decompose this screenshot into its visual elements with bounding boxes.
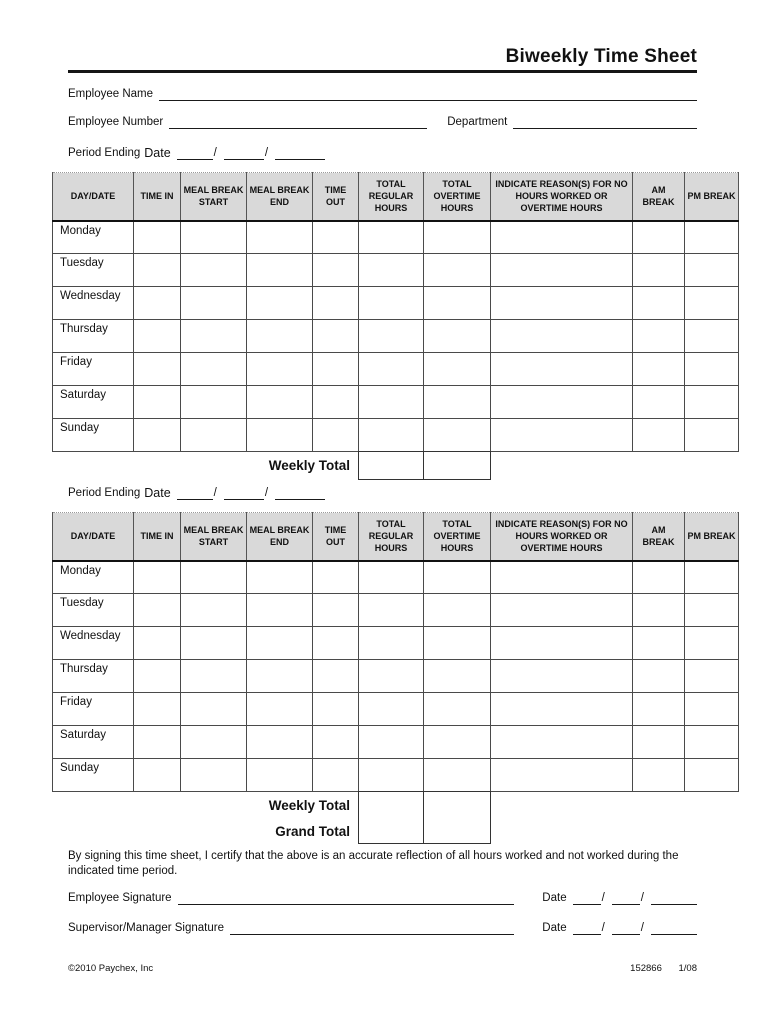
entry-cell[interactable] xyxy=(134,726,181,759)
entry-cell[interactable] xyxy=(685,594,739,627)
column-header-am-break: AM BREAK xyxy=(633,173,685,221)
certification-line-1: By signing this time sheet, I certify that the above is an accurate reflection of all hours worked and not worked during the xyxy=(68,850,679,862)
entry-cell[interactable] xyxy=(359,353,424,386)
date-label: Date xyxy=(542,892,567,904)
entry-cell[interactable] xyxy=(685,627,739,660)
entry-cell[interactable] xyxy=(134,561,181,594)
entry-cell[interactable] xyxy=(633,726,685,759)
entry-cell[interactable] xyxy=(134,320,181,353)
entry-cell[interactable] xyxy=(247,660,313,693)
entry-cell[interactable] xyxy=(247,693,313,726)
employee-signature-label: Employee Signature xyxy=(68,892,172,904)
copyright-text: ©2010 Paychex, Inc xyxy=(68,963,154,974)
entry-cell[interactable] xyxy=(633,759,685,792)
entry-cell[interactable] xyxy=(313,419,359,452)
entry-cell[interactable] xyxy=(359,419,424,452)
entry-cell[interactable] xyxy=(247,627,313,660)
entry-cell[interactable] xyxy=(313,693,359,726)
entry-cell[interactable] xyxy=(181,759,247,792)
entry-cell[interactable] xyxy=(685,386,739,419)
entry-cell[interactable] xyxy=(181,386,247,419)
entry-cell[interactable] xyxy=(181,726,247,759)
period-date-word: Date xyxy=(144,146,171,160)
page-title: Biweekly Time Sheet xyxy=(505,46,697,67)
day-label-cell: Tuesday xyxy=(53,594,134,627)
entry-cell[interactable] xyxy=(685,419,739,452)
column-header-time-in: TIME IN xyxy=(134,173,181,221)
day-label-cell: Saturday xyxy=(53,726,134,759)
entry-cell[interactable] xyxy=(491,287,633,320)
entry-cell[interactable] xyxy=(313,287,359,320)
day-label-cell: Friday xyxy=(53,693,134,726)
entry-cell[interactable] xyxy=(247,386,313,419)
entry-cell[interactable] xyxy=(685,693,739,726)
employee-number-row xyxy=(68,115,697,129)
column-header-reasons: INDICATE REASON(S) FOR NO HOURS WORKED OR OVERTIME HOURS xyxy=(491,513,633,561)
entry-cell[interactable] xyxy=(359,660,424,693)
entry-cell[interactable] xyxy=(134,594,181,627)
entry-cell[interactable] xyxy=(633,386,685,419)
column-header-pm-break: PM BREAK xyxy=(685,513,739,561)
entry-cell[interactable] xyxy=(424,419,491,452)
column-header-meal-break-start: MEAL BREAK START xyxy=(181,173,247,221)
column-header-meal-break-end: MEAL BREAK END xyxy=(247,513,313,561)
entry-cell[interactable] xyxy=(181,320,247,353)
date-slash: / xyxy=(213,147,217,159)
column-header-total-overtime-hours: TOTAL OVERTIME HOURS xyxy=(424,173,491,221)
table-row-monday xyxy=(53,561,739,594)
entry-cell[interactable] xyxy=(181,594,247,627)
day-label-cell: Monday xyxy=(53,561,134,594)
entry-cell[interactable] xyxy=(247,287,313,320)
period-month-line[interactable] xyxy=(177,486,213,500)
day-label-cell: Thursday xyxy=(53,660,134,693)
period-month-line[interactable] xyxy=(177,146,213,160)
day-label-cell: Tuesday xyxy=(53,254,134,287)
table-row-thursday xyxy=(53,660,739,693)
entry-cell[interactable] xyxy=(424,594,491,627)
entry-cell[interactable] xyxy=(491,594,633,627)
table-row-thursday xyxy=(53,320,739,353)
entry-cell[interactable] xyxy=(685,254,739,287)
supervisor-signature-date-group xyxy=(542,921,697,935)
period-day-line[interactable] xyxy=(224,486,264,500)
day-label-cell: Wednesday xyxy=(53,627,134,660)
entry-cell[interactable] xyxy=(313,594,359,627)
entry-cell[interactable] xyxy=(633,660,685,693)
entry-cell[interactable] xyxy=(181,561,247,594)
employee-number-label: Employee Number xyxy=(68,116,164,128)
entry-cell[interactable] xyxy=(424,660,491,693)
entry-cell[interactable] xyxy=(313,386,359,419)
entry-cell[interactable] xyxy=(359,594,424,627)
entry-cell[interactable] xyxy=(247,759,313,792)
entry-cell[interactable] xyxy=(633,221,685,254)
entry-cell[interactable] xyxy=(181,627,247,660)
day-label-cell: Saturday xyxy=(53,386,134,419)
entry-cell[interactable] xyxy=(247,726,313,759)
entry-cell[interactable] xyxy=(424,726,491,759)
column-header-total-overtime-hours: TOTAL OVERTIME HOURS xyxy=(424,513,491,561)
entry-cell[interactable] xyxy=(491,726,633,759)
date-slash: / xyxy=(640,922,644,934)
date-day-line[interactable] xyxy=(612,921,640,935)
entry-cell[interactable] xyxy=(134,693,181,726)
entry-cell[interactable] xyxy=(685,660,739,693)
date-slash: / xyxy=(264,147,269,159)
grand-total-overtime-cell[interactable] xyxy=(424,819,491,844)
date-slash: / xyxy=(264,487,269,499)
entry-cell[interactable] xyxy=(633,287,685,320)
entry-cell[interactable] xyxy=(313,254,359,287)
entry-cell[interactable] xyxy=(247,419,313,452)
period-ending-label: Period Ending xyxy=(68,147,141,159)
grand-total-row xyxy=(52,819,491,844)
entry-cell[interactable] xyxy=(359,287,424,320)
entry-cell[interactable] xyxy=(247,353,313,386)
department-label: Department xyxy=(447,116,508,128)
employee-name-label: Employee Name xyxy=(68,88,154,100)
date-slash: / xyxy=(601,892,605,904)
entry-cell[interactable] xyxy=(313,320,359,353)
department-line[interactable] xyxy=(513,115,697,129)
date-year-line[interactable] xyxy=(651,921,697,935)
date-month-line[interactable] xyxy=(573,891,601,905)
table-row-tuesday xyxy=(53,594,739,627)
period-ending-label: Period Ending xyxy=(68,487,141,499)
entry-cell[interactable] xyxy=(313,627,359,660)
date-slash: / xyxy=(601,922,605,934)
employee-number-line[interactable] xyxy=(169,115,427,129)
entry-cell[interactable] xyxy=(424,386,491,419)
entry-cell[interactable] xyxy=(181,287,247,320)
table-row-saturday xyxy=(53,726,739,759)
entry-cell[interactable] xyxy=(633,353,685,386)
entry-cell[interactable] xyxy=(685,353,739,386)
entry-cell[interactable] xyxy=(359,693,424,726)
entry-cell[interactable] xyxy=(491,759,633,792)
entry-cell[interactable] xyxy=(247,320,313,353)
entry-cell[interactable] xyxy=(359,386,424,419)
entry-cell[interactable] xyxy=(181,693,247,726)
period-year-line[interactable] xyxy=(275,146,325,160)
weekly-total-row-week2 xyxy=(52,791,491,820)
form-number-group xyxy=(616,963,697,974)
title-rule xyxy=(68,70,697,73)
supervisor-signature-line[interactable] xyxy=(230,921,514,935)
date-day-line[interactable] xyxy=(612,891,640,905)
entry-cell[interactable] xyxy=(424,221,491,254)
date-slash: / xyxy=(640,892,644,904)
entry-cell[interactable] xyxy=(633,254,685,287)
weekly-total-regular-cell[interactable] xyxy=(358,451,424,480)
weekly-total-label: Weekly Total xyxy=(268,798,350,813)
day-label-cell: Friday xyxy=(53,353,134,386)
entry-cell[interactable] xyxy=(313,660,359,693)
entry-cell[interactable] xyxy=(313,726,359,759)
entry-cell[interactable] xyxy=(685,561,739,594)
column-header-time-in: TIME IN xyxy=(134,513,181,561)
grand-total-regular-cell[interactable] xyxy=(358,819,424,844)
entry-cell[interactable] xyxy=(491,221,633,254)
date-slash: / xyxy=(213,487,217,499)
column-header-am-break: AM BREAK xyxy=(633,513,685,561)
entry-cell[interactable] xyxy=(134,660,181,693)
entry-cell[interactable] xyxy=(134,759,181,792)
table-row-wednesday xyxy=(53,287,739,320)
form-revision: 1/08 xyxy=(678,963,697,974)
entry-cell[interactable] xyxy=(359,320,424,353)
entry-cell[interactable] xyxy=(313,353,359,386)
entry-cell[interactable] xyxy=(633,419,685,452)
date-label: Date xyxy=(542,922,567,934)
entry-cell[interactable] xyxy=(491,353,633,386)
period-day-line[interactable] xyxy=(224,146,264,160)
entry-cell[interactable] xyxy=(359,627,424,660)
entry-cell[interactable] xyxy=(685,221,739,254)
column-header-meal-break-start: MEAL BREAK START xyxy=(181,513,247,561)
entry-cell[interactable] xyxy=(134,287,181,320)
weekly-total-overtime-cell[interactable] xyxy=(424,451,491,480)
weekly-total-overtime-cell[interactable] xyxy=(424,791,491,820)
header-row xyxy=(53,513,739,561)
entry-cell[interactable] xyxy=(247,254,313,287)
entry-cell[interactable] xyxy=(134,254,181,287)
entry-cell[interactable] xyxy=(685,759,739,792)
column-header-reasons: INDICATE REASON(S) FOR NO HOURS WORKED OR OVERTIME HOURS xyxy=(491,173,633,221)
entry-cell[interactable] xyxy=(359,726,424,759)
entry-cell[interactable] xyxy=(633,693,685,726)
entry-cell[interactable] xyxy=(313,561,359,594)
entry-cell[interactable] xyxy=(359,561,424,594)
entry-cell[interactable] xyxy=(181,221,247,254)
entry-cell[interactable] xyxy=(134,353,181,386)
entry-cell[interactable] xyxy=(633,320,685,353)
entry-cell[interactable] xyxy=(685,726,739,759)
entry-cell[interactable] xyxy=(424,627,491,660)
entry-cell[interactable] xyxy=(424,759,491,792)
entry-cell[interactable] xyxy=(181,419,247,452)
table-row-tuesday xyxy=(53,254,739,287)
column-header-day-date: DAY/DATE xyxy=(53,513,134,561)
page-footer xyxy=(68,963,697,974)
column-header-total-regular-hours: TOTAL REGULAR HOURS xyxy=(359,513,424,561)
period-date-word: Date xyxy=(144,486,171,500)
date-month-line[interactable] xyxy=(573,921,601,935)
entry-cell[interactable] xyxy=(685,287,739,320)
entry-cell[interactable] xyxy=(181,353,247,386)
grand-total-label: Grand Total xyxy=(275,824,350,839)
entry-cell[interactable] xyxy=(424,254,491,287)
weekly-total-label: Weekly Total xyxy=(268,458,350,473)
entry-cell[interactable] xyxy=(424,353,491,386)
employee-name-row xyxy=(68,87,697,101)
day-label-cell: Thursday xyxy=(53,320,134,353)
certification-line-2: indicated time period. xyxy=(68,865,178,878)
column-header-time-out: TIME OUT xyxy=(313,173,359,221)
entry-cell[interactable] xyxy=(247,594,313,627)
entry-cell[interactable] xyxy=(181,660,247,693)
certification-text xyxy=(68,849,744,879)
entry-cell[interactable] xyxy=(424,693,491,726)
entry-cell[interactable] xyxy=(633,627,685,660)
column-header-day-date: DAY/DATE xyxy=(53,173,134,221)
entry-cell[interactable] xyxy=(491,693,633,726)
employee-signature-line[interactable] xyxy=(178,891,515,905)
table-row-wednesday xyxy=(53,627,739,660)
employee-signature-row xyxy=(68,891,697,905)
entry-cell[interactable] xyxy=(247,221,313,254)
entry-cell[interactable] xyxy=(491,254,633,287)
employee-name-line[interactable] xyxy=(159,87,697,101)
form-number: 152866 xyxy=(630,963,662,974)
day-label-cell: Wednesday xyxy=(53,287,134,320)
entry-cell[interactable] xyxy=(359,221,424,254)
day-label-cell: Monday xyxy=(53,221,134,254)
weekly-total-row-week1 xyxy=(52,451,491,480)
entry-cell[interactable] xyxy=(491,320,633,353)
period-year-line[interactable] xyxy=(275,486,325,500)
column-header-pm-break: PM BREAK xyxy=(685,173,739,221)
entry-cell[interactable] xyxy=(134,386,181,419)
entry-cell[interactable] xyxy=(247,561,313,594)
entry-cell[interactable] xyxy=(424,287,491,320)
entry-cell[interactable] xyxy=(633,561,685,594)
column-header-meal-break-end: MEAL BREAK END xyxy=(247,173,313,221)
supervisor-signature-label: Supervisor/Manager Signature xyxy=(68,922,224,934)
day-label-cell: Sunday xyxy=(53,759,134,792)
entry-cell[interactable] xyxy=(134,627,181,660)
period-ending-row-week1 xyxy=(68,146,697,160)
table-row-sunday xyxy=(53,759,739,792)
entry-cell[interactable] xyxy=(424,561,491,594)
entry-cell[interactable] xyxy=(424,320,491,353)
entry-cell[interactable] xyxy=(359,254,424,287)
entry-cell[interactable] xyxy=(134,221,181,254)
entry-cell[interactable] xyxy=(359,759,424,792)
day-label-cell: Sunday xyxy=(53,419,134,452)
table-row-saturday xyxy=(53,386,739,419)
weekly-total-regular-cell[interactable] xyxy=(358,791,424,820)
table-row-monday xyxy=(53,221,739,254)
entry-cell[interactable] xyxy=(134,419,181,452)
header-row xyxy=(53,173,739,221)
supervisor-signature-row xyxy=(68,921,697,935)
period-ending-row-week2 xyxy=(68,486,697,500)
date-year-line[interactable] xyxy=(651,891,697,905)
entry-cell[interactable] xyxy=(491,627,633,660)
entry-cell[interactable] xyxy=(685,320,739,353)
table-row-sunday xyxy=(53,419,739,452)
entry-cell[interactable] xyxy=(491,419,633,452)
timesheet-table-week2 xyxy=(52,512,739,792)
entry-cell[interactable] xyxy=(313,221,359,254)
table-row-friday xyxy=(53,693,739,726)
entry-cell[interactable] xyxy=(181,254,247,287)
column-header-time-out: TIME OUT xyxy=(313,513,359,561)
entry-cell[interactable] xyxy=(491,561,633,594)
table-row-friday xyxy=(53,353,739,386)
entry-cell[interactable] xyxy=(313,759,359,792)
entry-cell[interactable] xyxy=(491,386,633,419)
timesheet-table-week1 xyxy=(52,172,739,452)
employee-signature-date-group xyxy=(542,891,697,905)
column-header-total-regular-hours: TOTAL REGULAR HOURS xyxy=(359,173,424,221)
entry-cell[interactable] xyxy=(491,660,633,693)
entry-cell[interactable] xyxy=(633,594,685,627)
